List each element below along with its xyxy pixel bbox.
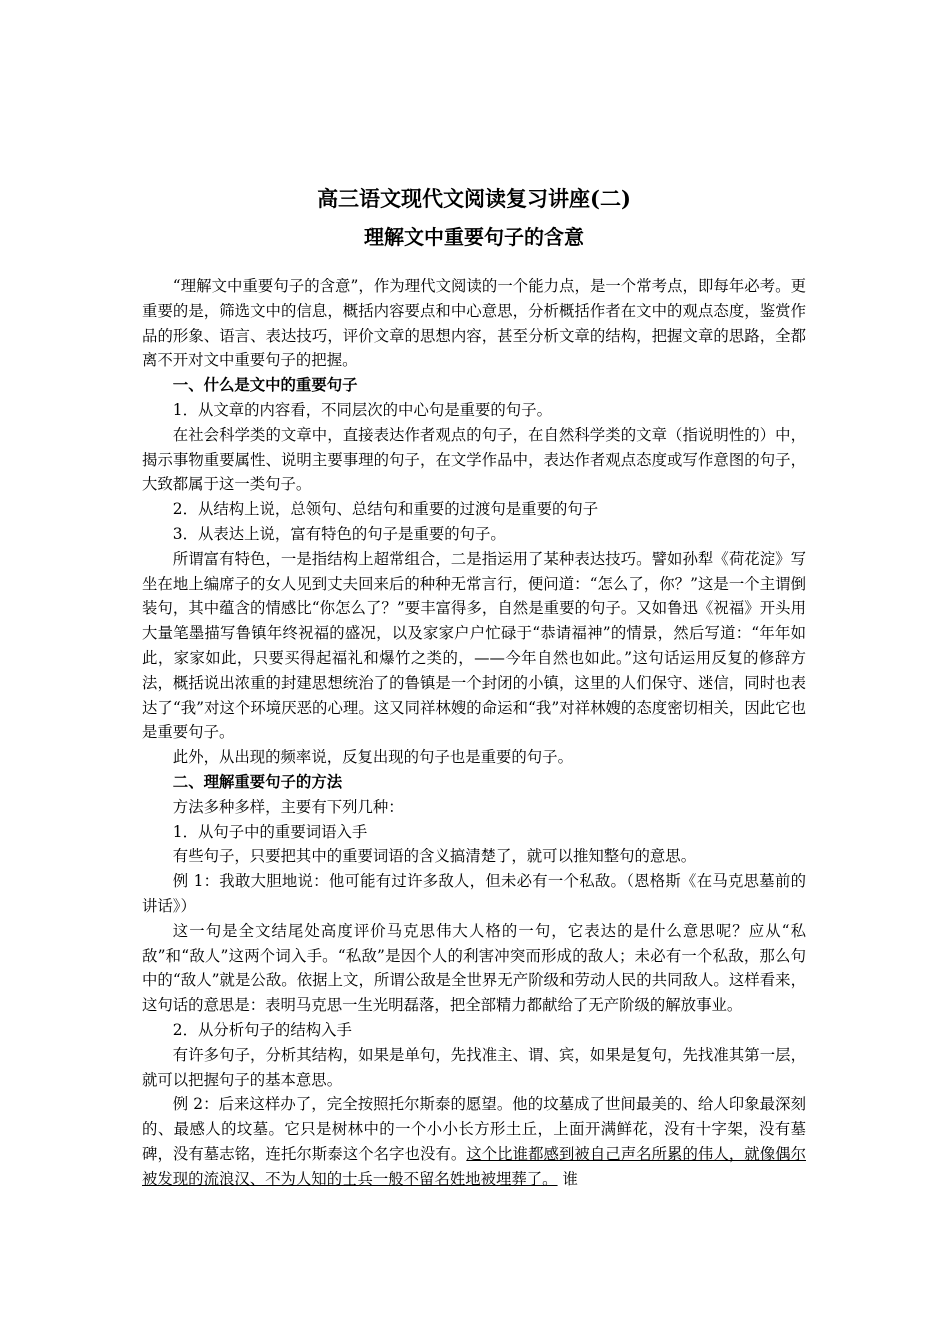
example-paragraph: 例 1：我敢大胆地说：他可能有过许多敌人，但未必有一个私敌。（恩格斯《在马克思墓前的讲话》） (142, 872, 806, 915)
paragraph: 所谓富有特色，一是指结构上超常组合，二是指运用了某种表达技巧。譬如孙犁《荷花淀》写坐在地上编席子的女人见到丈夫回来后的种种无常言行，便问道：“怎么了，你？”这是一个主谓倒装句，其中蕴含的情感比“你怎么了？”要丰富得多，自然是重要的句子。又如鲁迅《祝福》开头用大量笔墨描写鲁镇年终祝福的盛况，以及家家户户忙碌于“恭请福神”的情景，然后写道：“年年如此，家家如此，只要买得起福礼和爆竹之类的，——今年自然也如此。”这句话运用反复的修辞方法，概括说出浓重的封建思想统治了的鲁镇是一个封闭的小镇，这里的人们保守、迷信，同时也表达了“我”对这个环境厌恶的心理。这又同祥林嫂的命运和“我”对祥林嫂的态度密切相关，因此它也是重要句子。 (142, 549, 806, 742)
paragraph: 有许多句子，分析其结构，如果是单句，先找准主、谓、宾，如果是复句，先找准其第一层，就可以把握句子的基本意思。 (142, 1045, 806, 1089)
section-heading-1: 一、什么是文中的重要句子 (172, 376, 358, 395)
underlined-sentence: 这个比谁都感到被自己声名所累的伟人，就像偶尔被发现的流浪汉、不为人知的士兵一般不留名姓地被埋葬了。 (142, 1144, 806, 1188)
document-title: 高三语文现代文阅读复习讲座(二) (317, 186, 631, 211)
document-subtitle: 理解文中重要句子的含意 (364, 225, 584, 249)
paragraph: 1．从句子中的重要词语入手 (172, 822, 368, 841)
paragraph: 有些句子，只要把其中的重要词语的含义搞清楚了，就可以推知整句的意思。 (172, 847, 697, 866)
document-body (142, 182, 806, 1191)
paragraph: 这一句是全文结尾处高度评价马克思伟大人格的一句，它表达的是什么意思呢？应从“私敌”和“敌人”这两个词入手。“私敌”是因个人的利害冲突而形成的敌人；未必有一个私敌，那么句中的“敌人”就是公敌。依据上文，所谓公敌是全世界无产阶级和劳动人民的共同敌人。这样看来，这句话的意思是：表明马克思一生光明磊落，把全部精力都献给了无产阶级的解放事业。 (142, 921, 806, 1015)
paragraph: 1．从文章的内容看，不同层次的中心句是重要的句子。 (172, 400, 552, 419)
paragraph: 方法多种多样，主要有下列几种： (172, 797, 404, 816)
intro-paragraph: “理解文中重要句子的含意”，作为理代文阅读的一个能力点，是一个常考点，即每年必考。更重要的是，筛选文中的信息，概括内容要点和中心意思，分析概括作者在文中的观点态度，鉴赏作品的形象、语言、表达技巧，评价文章的思想内容，甚至分析文章的结构，把握文章的思路，全都离不开对文中重要句子的把握。 (142, 277, 806, 370)
paragraph: 在社会科学类的文章中，直接表达作者观点的句子，在自然科学类的文章（指说明性的）中，揭示事物重要属性、说明主要事理的句子，在文学作品中，表达作者观点态度或写作意图的句子，大致都属于这一类句子。 (142, 425, 806, 494)
trailing-text: 谁 (557, 1169, 578, 1188)
paragraph: 此外，从出现的频率说，反复出现的句子也是重要的句子。 (172, 748, 573, 767)
example-paragraph-2 (142, 1092, 806, 1191)
paragraph: 2．从分析句子的结构入手 (172, 1020, 352, 1039)
paragraph: 2．从结构上说，总领句、总结句和重要的过渡句是重要的句子 (172, 500, 599, 519)
example-text: 例 2：后来这样办了，完全按照托尔斯泰的愿望。他的坟墓成了世间最美的、给人印象最深刻的、最感人的坟墓。它只是树林中的一个小小长方形土丘，上面开满鲜花，没有十字架，没有墓碑，没有墓志铭，连托尔斯泰这个名字也没有。 (142, 1095, 806, 1163)
section-heading-2: 二、理解重要句子的方法 (172, 772, 343, 791)
paragraph: 3．从表达上说，富有特色的句子是重要的句子。 (172, 524, 506, 543)
